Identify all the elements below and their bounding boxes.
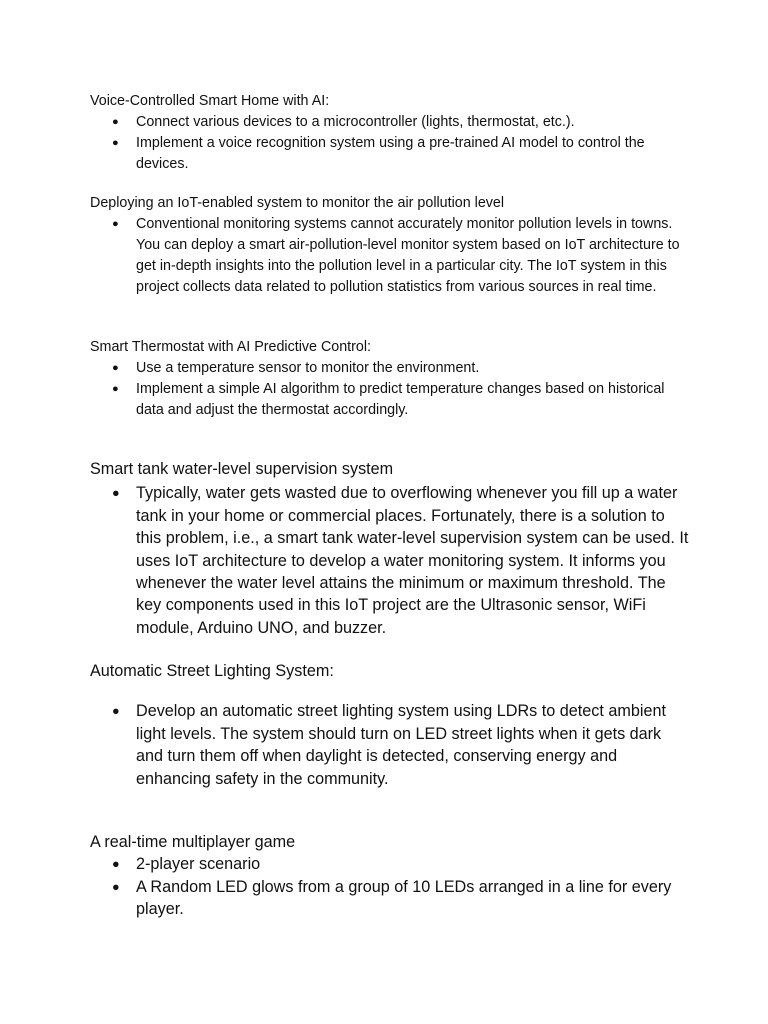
list-item: ● Conventional monitoring systems cannot accurately monitor pollution levels in towns. You can deploy a smart air-pollution-level monitor system based on IoT architecture to get in-depth insights into the pollution level in a particular city. The IoT system in this project collects data related to pollution statistics from various sources in real time. bbox=[90, 214, 690, 298]
section-multiplayer-game bbox=[90, 831, 690, 921]
section-title: Smart tank water-level supervision system bbox=[90, 460, 394, 478]
bullet-list bbox=[90, 700, 690, 790]
section-title: A real-time multiplayer game bbox=[90, 833, 296, 851]
section-title: Automatic Street Lighting System: bbox=[90, 662, 334, 680]
section-title: Deploying an IoT-enabled system to monitor the air pollution level bbox=[90, 195, 505, 211]
list-item: ● Use a temperature sensor to monitor the environment. bbox=[90, 358, 690, 379]
section-voice-smart-home bbox=[90, 91, 690, 175]
list-item: ● Implement a voice recognition system using a pre-trained AI model to control the devices. bbox=[90, 133, 690, 175]
bullet-list bbox=[90, 214, 690, 298]
bullet-list bbox=[90, 482, 690, 639]
list-item: ● Typically, water gets wasted due to overflowing whenever you fill up a water tank in your home or commercial places. Fortunately, there is a solution to this problem, i.e., a smart tank water-level supervision system can be used. It uses IoT architecture to develop a water monitoring system. It informs you whenever the water level attains the minimum or maximum threshold. The key components used in this IoT project are the Ultrasonic sensor, WiFi module, Arduino UNO, and buzzer. bbox=[90, 482, 690, 639]
section-air-pollution bbox=[90, 193, 690, 298]
section-title: Voice-Controlled Smart Home with AI: bbox=[90, 93, 330, 109]
list-item: ● Implement a simple AI algorithm to predict temperature changes based on historical data and adjust the thermostat accordingly. bbox=[90, 379, 690, 421]
section-street-lighting bbox=[90, 660, 690, 790]
bullet-list bbox=[90, 853, 690, 920]
bullet-list bbox=[90, 358, 690, 421]
list-item: ● 2-player scenario bbox=[90, 853, 690, 875]
list-item: ● Connect various devices to a microcontroller (lights, thermostat, etc.). bbox=[90, 112, 690, 133]
list-item: ● Develop an automatic street lighting system using LDRs to detect ambient light levels. The system should turn on LED street lights when it gets dark and turn them off when daylight is detected, conserving energy and enhancing safety in the community. bbox=[90, 700, 690, 790]
bullet-list bbox=[90, 112, 690, 175]
section-smart-thermostat bbox=[90, 337, 690, 421]
section-water-tank bbox=[90, 458, 690, 639]
section-title: Smart Thermostat with AI Predictive Control: bbox=[90, 339, 372, 355]
list-item: ● A Random LED glows from a group of 10 LEDs arranged in a line for every player. bbox=[90, 876, 690, 921]
